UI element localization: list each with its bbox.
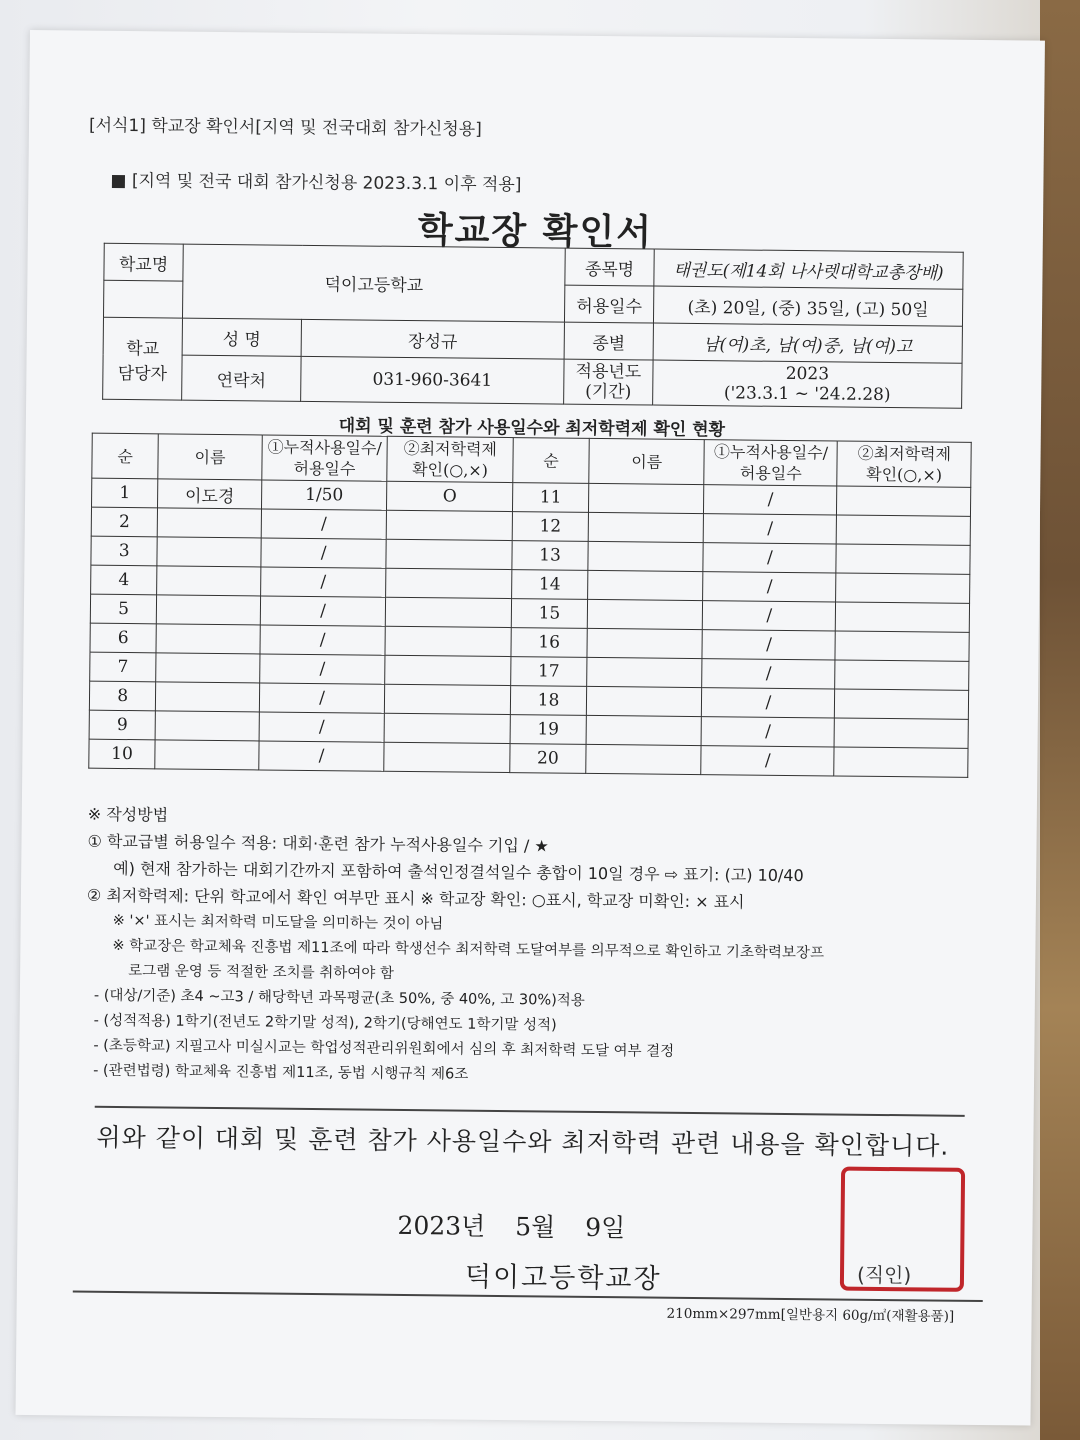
row-name: [587, 628, 703, 658]
row-days: /: [260, 567, 386, 597]
year-value: 2023: [785, 363, 830, 385]
row-name: [156, 682, 260, 712]
row-academic: [835, 631, 969, 661]
row-no: 15: [511, 599, 587, 629]
school-label-spacer: [103, 280, 182, 318]
instruction-2-note-a: ※ '×' 표시는 최저학력 미도달을 의미하는 것이 아님: [112, 912, 444, 933]
row-name: [589, 483, 705, 513]
row-no: 1: [92, 478, 159, 508]
contact-value: 031-960-3641: [301, 356, 564, 404]
row-name: [157, 537, 261, 567]
manager-label: 학교 담당자: [103, 317, 183, 400]
row-academic: [837, 515, 971, 545]
row-academic: [384, 713, 510, 743]
school-label: 학교명: [104, 243, 183, 281]
detail-4: - (관련법령) 학교체육 진흥법 제11조, 동법 시행규칙 제6조: [93, 1062, 469, 1083]
detail-3: - (초등학교) 지필고사 미실시교는 학업성적관리위원회에서 심의 후 최저학력 도달 여부 결정: [93, 1037, 675, 1060]
row-days: /: [703, 572, 836, 602]
row-days: /: [702, 659, 835, 689]
principal-name: 덕이고등학교장: [464, 1261, 662, 1295]
row-days: /: [703, 601, 836, 631]
row-no: 7: [90, 652, 157, 682]
row-days: /: [701, 746, 834, 776]
row-academic: [385, 626, 511, 656]
row-academic: [385, 655, 511, 685]
row-no: 9: [89, 710, 156, 740]
confirmation-text: 위와 같이 대회 및 훈련 참가 사용일수와 최저학력 관련 내용을 확인합니다.: [96, 1122, 950, 1161]
row-days: /: [261, 538, 387, 568]
scope-label: ■ [지역 및 전국 대회 참가신청용 2023.3.1 이후 적용]: [110, 170, 522, 196]
row-days: /: [259, 712, 385, 742]
category-value: 남(여)초, 남(여)중, 남(여)고: [653, 323, 962, 363]
year-range: ('23.3.1 ~ '24.2.28): [723, 383, 891, 406]
document-title: 학교장 확인서: [417, 210, 654, 254]
participation-table: [88, 433, 971, 778]
row-days: /: [704, 485, 837, 515]
manager-name: 장성규: [301, 319, 564, 359]
row-name: [157, 595, 261, 625]
divider: [95, 1106, 965, 1117]
row-days: /: [702, 630, 835, 660]
form-label: [서식1] 학교장 확인서[지역 및 전국대회 참가신청용]: [88, 115, 482, 140]
row-no: 11: [512, 483, 588, 513]
row-academic: [836, 602, 970, 632]
row-name: [587, 657, 703, 687]
detail-2: - (성적적용) 1학기(전년도 2학기말 성적), 2학기(당해연도 1학기말 성적): [93, 1012, 557, 1034]
row-no: 17: [511, 657, 587, 687]
row-no: 18: [510, 686, 586, 716]
category-label: 종별: [564, 322, 653, 360]
row-no: 6: [90, 623, 157, 653]
row-no: 19: [510, 715, 586, 745]
row-name: [155, 740, 259, 770]
year-cell: [653, 360, 962, 408]
row-name: [157, 566, 261, 596]
row-no: 14: [512, 570, 588, 600]
allowed-days-label: 허용일수: [564, 285, 653, 323]
row-days: /: [259, 683, 385, 713]
header-academic-right: ②최저학력제 확인(○,×): [837, 441, 971, 487]
row-academic: [836, 573, 970, 603]
row-days: /: [260, 596, 386, 626]
row-name: [587, 599, 703, 629]
detail-1: - (대상/기준) 초4 ~고3 / 해당학년 과목평균(초 50%, 중 40%, 고 30%)적용: [93, 987, 585, 1009]
row-no: 20: [510, 744, 586, 774]
header-academic: ②최저학력제 확인(○,×): [387, 436, 513, 482]
row-days: /: [261, 509, 387, 539]
school-name: 덕이고등학교: [182, 244, 565, 322]
row-name: 이도경: [158, 479, 262, 509]
row-academic: [384, 742, 510, 772]
row-academic: [386, 568, 512, 598]
row-name: [586, 686, 702, 716]
row-name: [586, 744, 702, 774]
row-academic: [834, 747, 968, 777]
row-name: [586, 715, 702, 745]
header-days: ①누적사용일수/ 허용일수: [262, 435, 388, 481]
row-days: /: [259, 654, 385, 684]
row-days: /: [259, 741, 385, 771]
row-name: [588, 512, 704, 542]
row-days: /: [702, 688, 835, 718]
seal-label: (직인): [856, 1262, 912, 1288]
row-no: 8: [89, 681, 156, 711]
instructions-heading: ※ 작성방법: [87, 804, 169, 825]
paper-spec: 210mm×297mm[일반용지 60g/㎡(재활용품)]: [666, 1305, 955, 1325]
row-academic: [836, 544, 970, 574]
instruction-2-note-b-cont: 로그램 운영 등 적절한 조치를 취하여야 함: [128, 963, 395, 982]
row-academic: [835, 660, 969, 690]
header-no: 순: [92, 433, 159, 479]
instruction-1-example: 예) 현재 참가하는 대회기간까지 포함하여 출석인정결석일수 총합이 10일 경우 ⇨ 표기: (고) 10/40: [113, 858, 804, 886]
row-days: /: [701, 717, 834, 747]
row-days: /: [260, 625, 386, 655]
row-no: 16: [511, 628, 587, 658]
row-academic: [386, 539, 512, 569]
section-title: 대회 및 훈련 참가 사용일수와 최저학력제 확인 현황: [338, 416, 726, 441]
instruction-2: ② 최저학력제: 단위 학교에서 확인 여부만 표시 ※ 학교장 확인: ○표시, 학교장 미확인: × 표시: [86, 885, 745, 912]
header-name: 이름: [158, 434, 262, 480]
instructions: [85, 801, 988, 1093]
row-no: 3: [91, 536, 158, 566]
row-days: /: [703, 543, 836, 573]
row-academic: [386, 597, 512, 627]
header-no-right: 순: [513, 438, 590, 484]
name-label: 성 명: [182, 318, 301, 356]
row-no: 2: [91, 507, 158, 537]
row-name: [155, 711, 259, 741]
row-academic: [387, 510, 513, 540]
row-academic: [835, 689, 969, 719]
instruction-1: ① 학교급별 허용일수 적용: 대회·훈련 참가 누적사용일수 기입 / ★: [87, 831, 549, 856]
allowed-days-value: (초) 20일, (중) 35일, (고) 50일: [653, 286, 962, 326]
row-no: 4: [91, 565, 158, 595]
row-no: 5: [90, 594, 157, 624]
row-academic: [834, 718, 968, 748]
row-name: [156, 653, 260, 683]
row-name: [157, 508, 261, 538]
row-name: [588, 570, 704, 600]
instruction-2-note-b: ※ 학교장은 학교체육 진흥법 제11조에 따라 학생선수 최저학력 도달여부를 의무적으로 확인하고 기초학력보장프: [112, 937, 825, 962]
row-no: 10: [89, 739, 156, 769]
row-academic: O: [387, 481, 513, 511]
row-days: 1/50: [261, 480, 387, 510]
year-label: 적용년도 (기간): [564, 359, 653, 405]
row-academic: [837, 486, 971, 516]
desk-background: [1040, 0, 1080, 1440]
row-name: [588, 541, 704, 571]
row-academic: [385, 684, 511, 714]
header-days-right: ①누적사용일수/ 허용일수: [704, 440, 838, 486]
info-table: [102, 243, 964, 409]
document-paper: [15, 30, 1044, 1426]
row-days: /: [704, 514, 837, 544]
contact-label: 연락처: [182, 355, 301, 401]
row-name: [156, 624, 260, 654]
event-label: 종목명: [565, 248, 654, 286]
header-name-right: 이름: [589, 438, 705, 484]
row-no: 13: [512, 541, 588, 571]
row-no: 12: [512, 512, 588, 542]
event-name: 태권도(제14회 나사렛대학교총장배): [654, 249, 963, 289]
confirmation-date: 2023년 5월 9일: [397, 1210, 626, 1243]
